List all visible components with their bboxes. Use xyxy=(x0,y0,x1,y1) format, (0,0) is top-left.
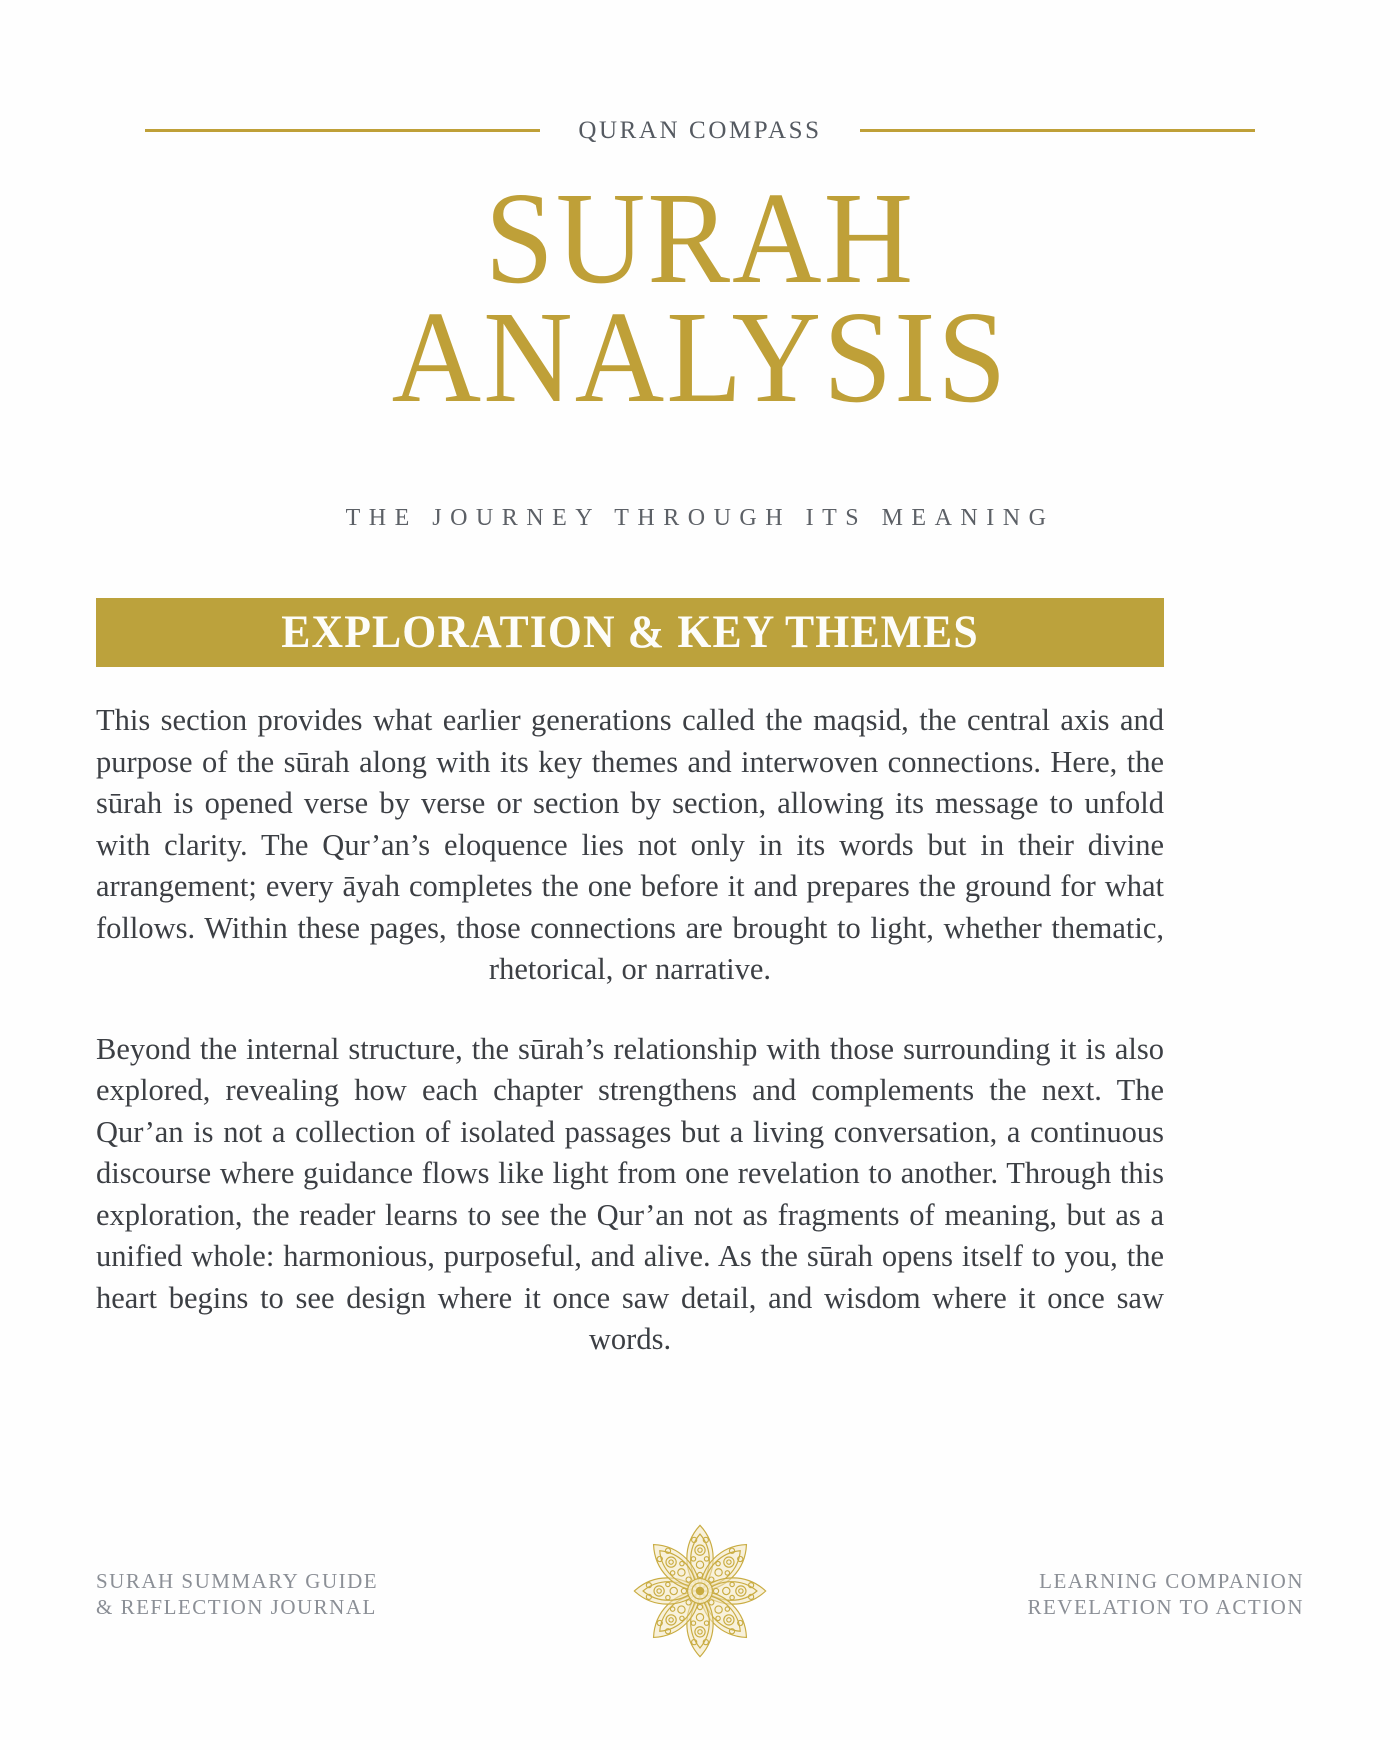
body-copy xyxy=(96,700,1164,1361)
rule-right xyxy=(860,129,1255,132)
footer-right-text xyxy=(1027,1568,1304,1620)
footer-right-line-2: REVELATION TO ACTION xyxy=(1027,1595,1304,1619)
page-subtitle: THE JOURNEY THROUGH ITS MEANING xyxy=(345,505,1055,531)
section-banner xyxy=(96,598,1164,667)
title-line-2: ANALYSIS xyxy=(391,284,1009,430)
title-line-1: SURAH xyxy=(484,165,916,311)
gold-rosette-ornament xyxy=(627,1518,773,1664)
page-footer xyxy=(96,1502,1304,1672)
section-banner-label: EXPLORATION & KEY THEMES xyxy=(281,606,979,658)
footer-left-line-1: SURAH SUMMARY GUIDE xyxy=(96,1569,379,1593)
paragraph-1: This section provides what earlier generations called the maqsid, the central axis and purpose of the sūrah along with its key themes and interwoven connections. Here, the sūrah is opened verse by verse or section by section, allowing its message to unfold with clarity. The Qur’an’s eloquence lies not only in its words but in their divine arrangement; every āyah completes the one before it and prepares the ground for what follows. Within these pages, those connections are brought to light, whether thematic, rhetorical, or narrative. xyxy=(96,703,1164,986)
brand-eyebrow-label: QURAN COMPASS xyxy=(578,117,822,144)
paragraph-2: Beyond the internal structure, the sūrah’s relationship with those surrounding it is also explored, revealing how each chapter strengthens and complements the next. The Qur’an is not a collection of isolated passages but a living conversation, a continuous discourse where guidance flows like light from one revelation to another. Through this exploration, the reader learns to see the Qur’an not as fragments of meaning, but as a unified whole: harmonious, purposeful, and alive. As the sūrah opens itself to you, the heart begins to see design where it once saw detail, and wisdom where it once saw words. xyxy=(96,1031,1164,1356)
rule-left xyxy=(145,129,540,132)
footer-right-line-1: LEARNING COMPANION xyxy=(1039,1569,1304,1593)
page-title xyxy=(0,165,1400,430)
footer-left-text xyxy=(96,1568,378,1620)
footer-left-line-2: & REFLECTION JOURNAL xyxy=(96,1595,377,1619)
brand-eyebrow-row xyxy=(100,118,1300,143)
